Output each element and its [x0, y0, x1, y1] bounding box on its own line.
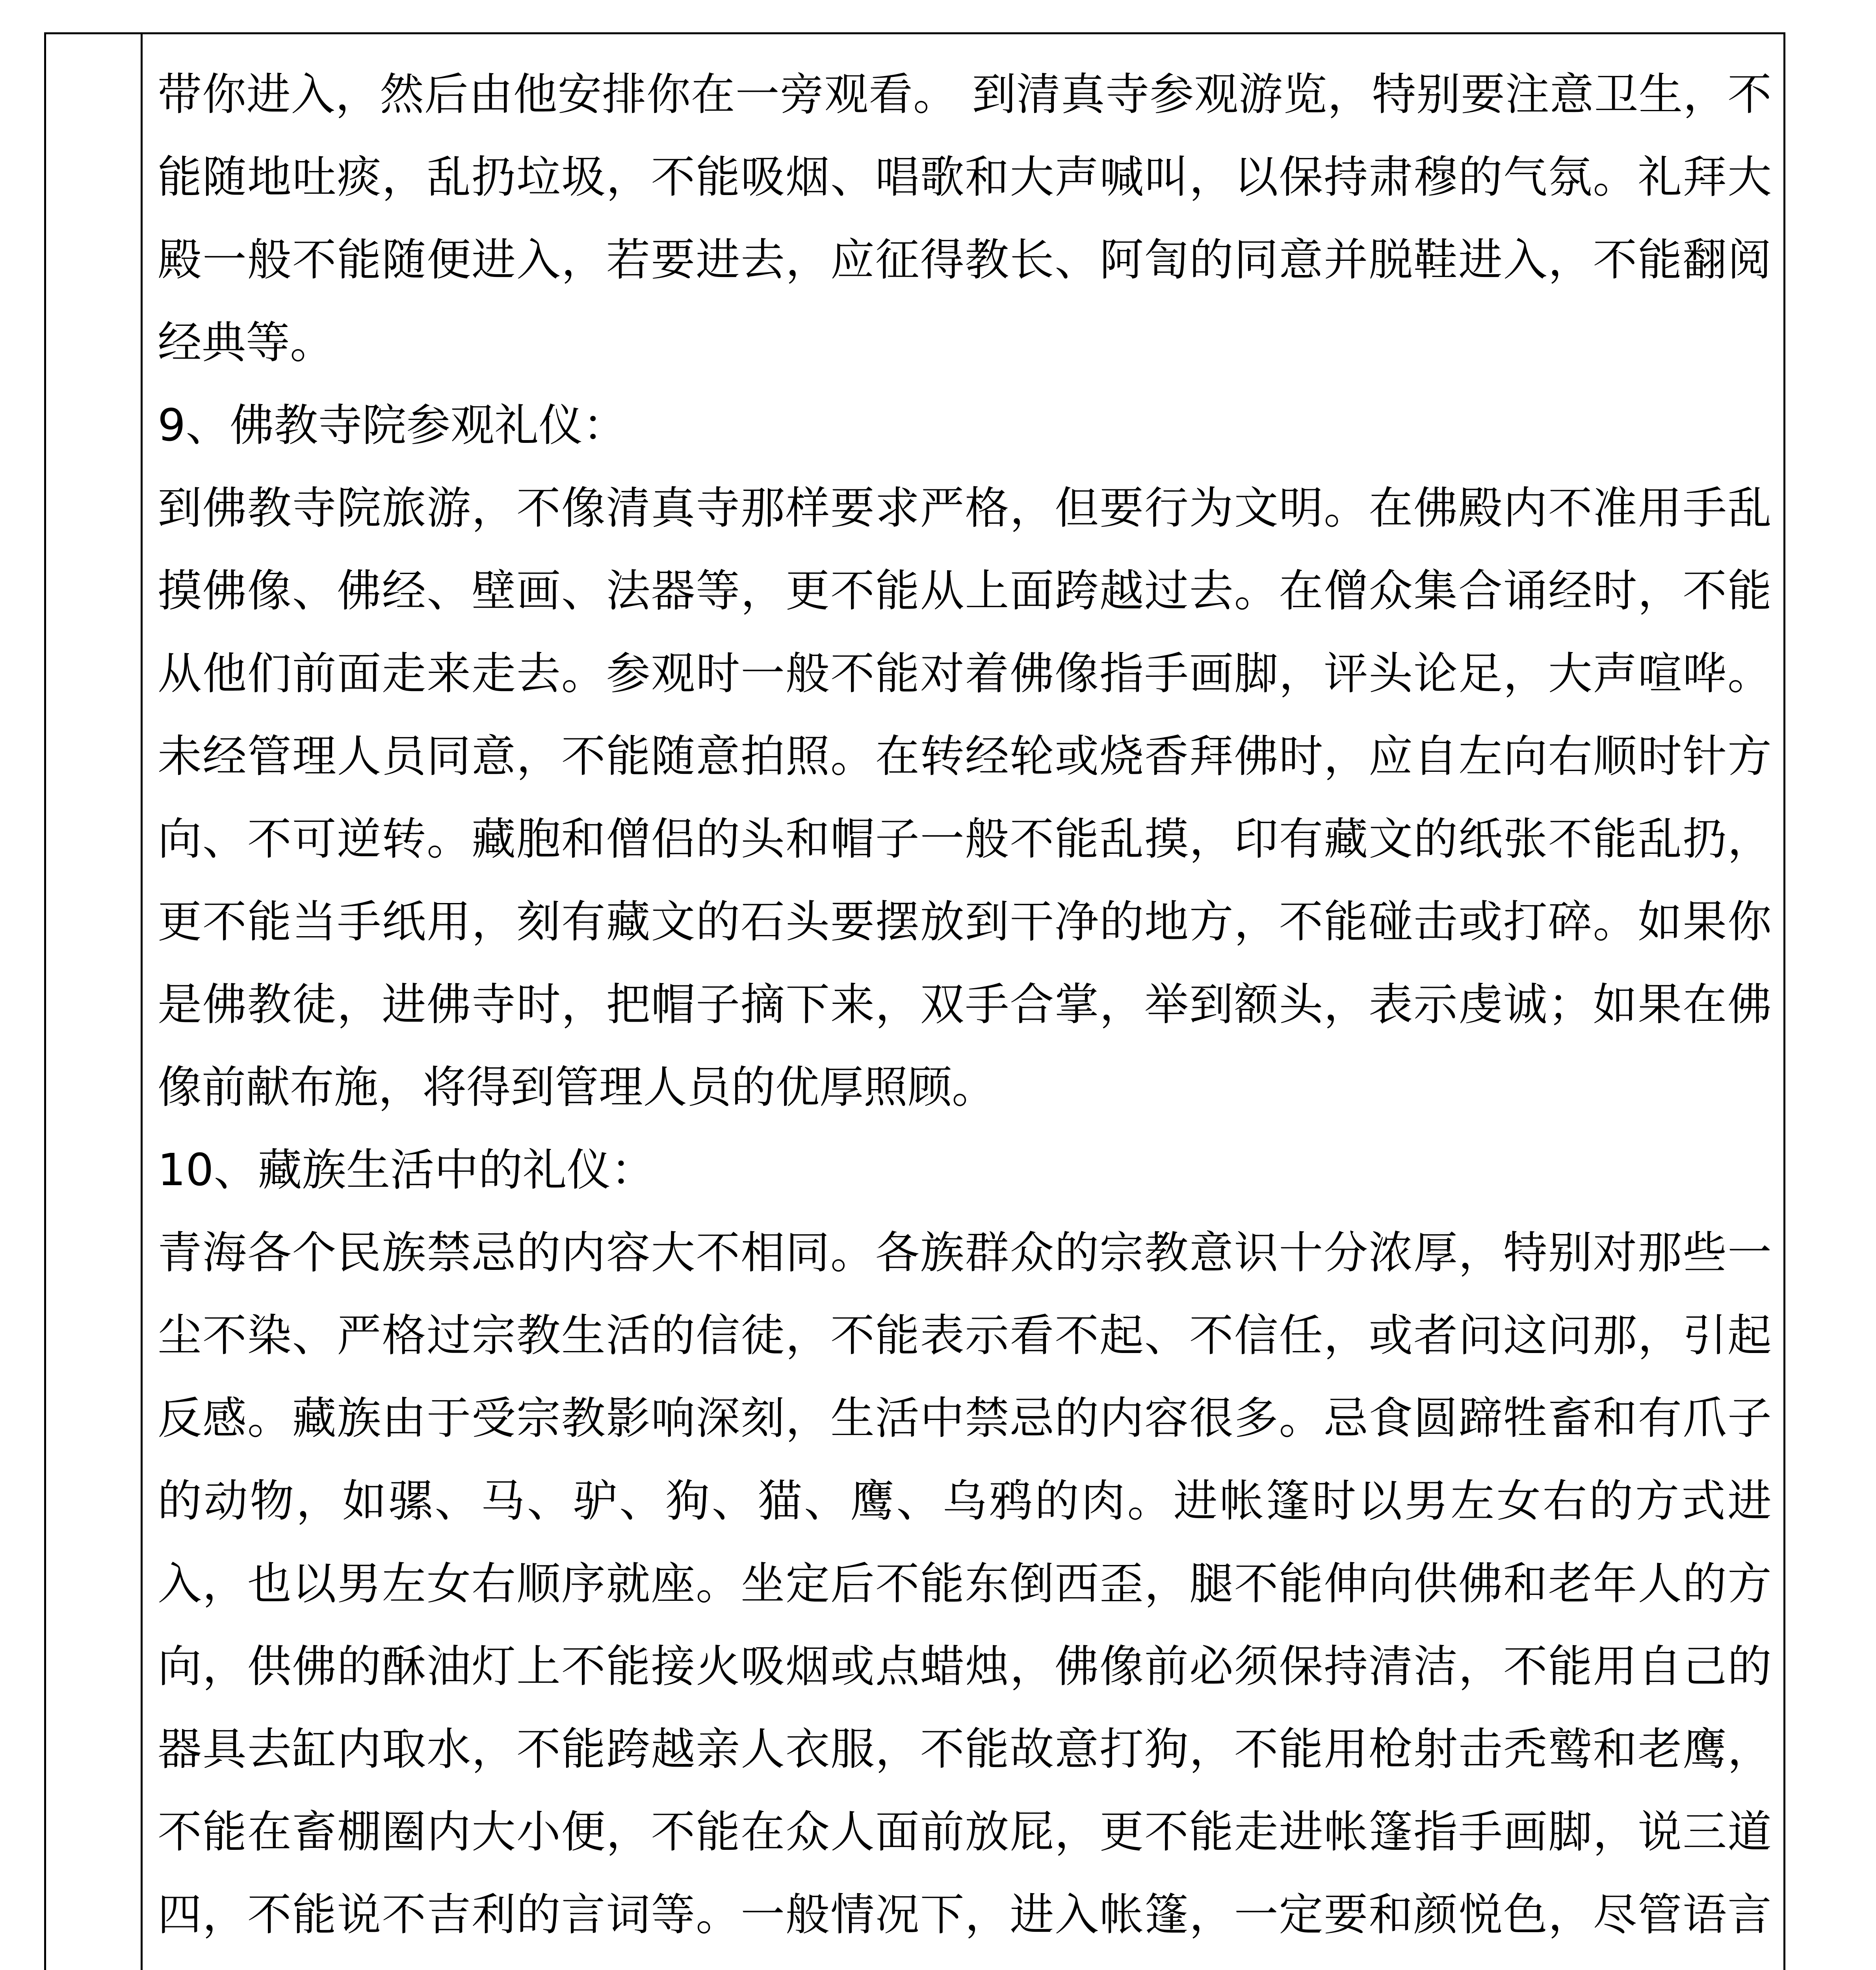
- paragraph-tibetan-life: 青海各个民族禁忌的内容大不相同。各族群众的宗教意识十分浓厚，特别对那些一尘不染、严格过宗教生活的信徒，不能表示看不起、不信任，或者问这问那，引起反感。藏族由于受宗教影响深刻，生活中禁忌的内容很多。忌食圆蹄牲畜和有爪子的动物，如骡、马、驴、狗、猫、鹰、乌鸦的肉。进帐篷时以男左女右的方式进入，也以男左女右顺序就座。坐定后不能东倒西歪，腿不能伸向供佛和老年人的方向，供佛的酥油灯上不能接火吸烟或点蜡烛，佛像前必须保持清洁，不能用自己的器具去缸内取水，不能跨越亲人衣服，不能故意打狗，不能用枪射击秃鹫和老鹰，不能在畜棚圈内大小便，不能在众人面前放屁，更不能走进帐篷指手画脚，说三道四，不能说不吉利的言词等。一般情况下，进入帐篷，一定要和颜悦色，尽管语言: [158, 1227, 1772, 1940]
- document-table: [44, 32, 1785, 1970]
- paragraph-buddhist-temple: 到佛教寺院旅游，不像清真寺那样要求严格，但要行为文明。在佛殿内不准用手乱摸佛像、佛经、壁画、法器等，更不能从上面跨越过去。在僧众集合诵经时，不能从他们前面走来走去。参观时一般不能对着佛像指手画脚，评头论足，大声喧哗。未经管理人员同意，不能随意拍照。在转经轮或烧香拜佛时，应自左向右顺时针方向、不可逆转。藏胞和僧侣的头和帽子一般不能乱摸，印有藏文的纸张不能乱扔，更不能当手纸用，刻有藏文的石头要摆放到干净的地方，不能碰击或打碎。如果你是佛教徒，进佛寺时，把帽子摘下来，双手合掌，举到额头，表示虔诚；如果在佛像前献布施，将得到管理人员的优厚照顾。: [158, 483, 1772, 1113]
- paragraph-mosque-visit: 带你进入，然后由他安排你在一旁观看。 到清真寺参观游览，特别要注意卫生，不能随地吐痰，乱扔垃圾，不能吸烟、唱歌和大声喊叫，以保持肃穆的气氛。礼拜大殿一般不能随便进入，若要进去，应征得教长、阿訇的同意并脱鞋进入，不能翻阅经典等。: [158, 69, 1772, 368]
- table-content-cell: [143, 34, 1783, 1970]
- heading-buddhist-temple-etiquette: 9、佛教寺院参观礼仪：: [158, 400, 627, 451]
- heading-tibetan-life-etiquette: 10、藏族生活中的礼仪：: [158, 1145, 655, 1196]
- table-left-column: [46, 34, 143, 1970]
